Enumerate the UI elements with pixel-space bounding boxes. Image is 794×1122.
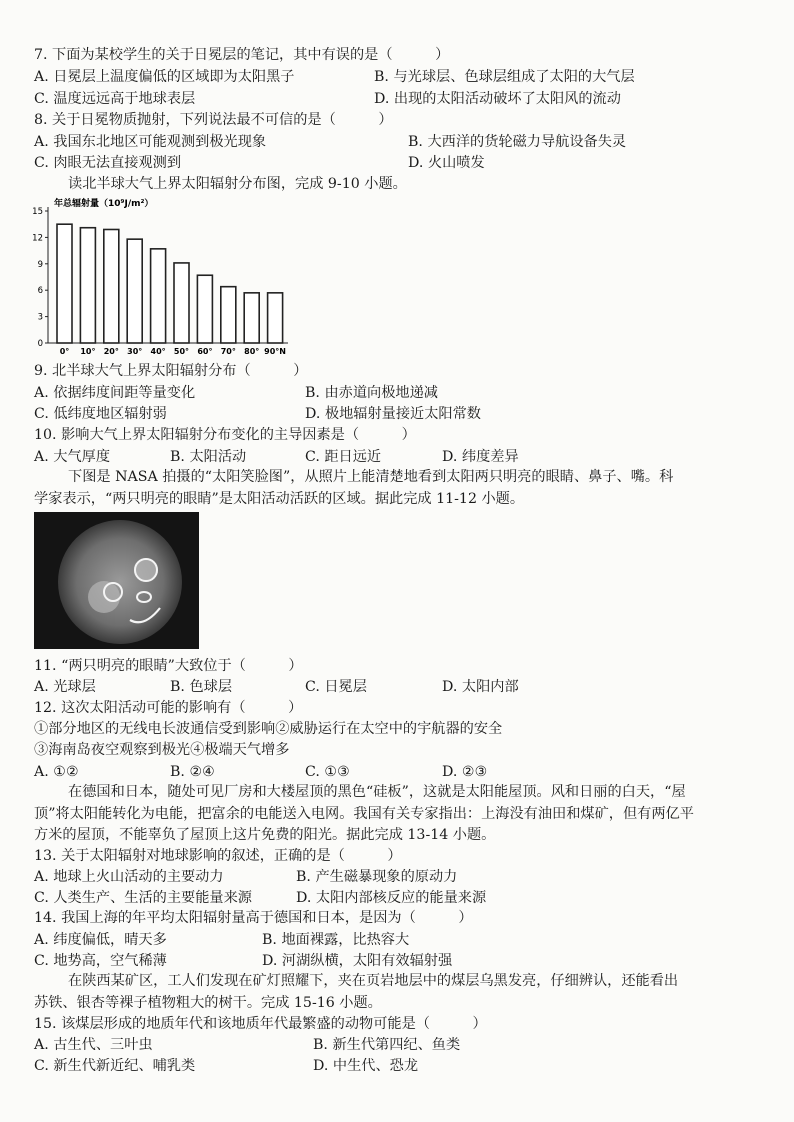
x-tick-label: 20° — [103, 347, 119, 356]
q13-option-a: A. 地球上火山活动的主要动力 — [34, 869, 224, 885]
q13-option-c: C. 人类生产、生活的主要能量来源 — [34, 890, 252, 906]
bar-5 — [174, 263, 189, 343]
q15-option-b: B. 新生代第四纪、鱼类 — [313, 1037, 461, 1053]
bar-4 — [151, 249, 166, 343]
q10-option-b: B. 太阳活动 — [170, 449, 247, 465]
chart-title: 年总辐射量（10⁹J/m²） — [54, 199, 154, 209]
q7-stem: 7. 下面为某校学生的关于日冕层的笔记，其中有误的是（ ） — [34, 47, 450, 63]
bar-6 — [197, 275, 212, 343]
x-tick-label: 0° — [59, 347, 70, 356]
q14-option-a: A. 纬度偏低，晴天多 — [34, 932, 167, 948]
q12-option-b: B. ②④ — [170, 764, 215, 780]
y-tick-label: 3 — [37, 312, 43, 323]
y-tick-label: 12 — [32, 233, 43, 244]
x-tick-label: 40° — [150, 347, 166, 356]
q12-stem: 12. 这次太阳活动可能的影响有（ ） — [34, 700, 303, 716]
x-tick-label: 60° — [197, 347, 213, 356]
q9-stem: 9. 北半球大气上界太阳辐射分布（ ） — [34, 363, 308, 379]
q12-option-a: A. ①② — [34, 764, 79, 780]
q11-option-c: C. 日冕层 — [305, 679, 367, 695]
bar-7 — [221, 287, 236, 343]
y-tick-label: 9 — [37, 259, 43, 270]
q15-option-c: C. 新生代新近纪、哺乳类 — [34, 1058, 196, 1074]
q7-option-c: C. 温度远远高于地球表层 — [34, 91, 196, 107]
q10-option-a: A. 大气厚度 — [34, 449, 111, 465]
q11-option-d: D. 太阳内部 — [442, 679, 519, 695]
q13-stem: 13. 关于太阳辐射对地球影响的叙述，正确的是（ ） — [34, 848, 402, 864]
q10-option-d: D. 纬度差异 — [442, 449, 519, 465]
q9-option-d: D. 极地辐射量接近太阳常数 — [305, 406, 481, 422]
q8-option-b: B. 大西洋的货轮磁力导航设备失灵 — [408, 134, 627, 150]
q7-option-d: D. 出现的太阳活动破坏了太阳风的流动 — [374, 91, 621, 107]
intro-11-12-line2: 学家表示，“两只明亮的眼睛”是太阳活动活跃的区域。据此完成 11-12 小题。 — [34, 491, 525, 507]
q12-statement-line2: ③海南岛夜空观察到极光④极端天气增多 — [34, 742, 290, 758]
bar-0 — [57, 224, 72, 343]
y-tick-label: 15 — [32, 207, 43, 217]
q8-option-d: D. 火山喷发 — [408, 155, 485, 171]
q11-option-b: B. 色球层 — [170, 679, 233, 695]
q13-option-d: D. 太阳内部核反应的能量来源 — [296, 890, 487, 906]
q8-option-c: C. 肉眼无法直接观测到 — [34, 155, 182, 171]
bar-3 — [127, 239, 142, 343]
intro-11-12-line1: 下图是 NASA 拍摄的“太阳笑脸图”，从照片上能清楚地看到太阳两只明亮的眼睛、鼻子、嘴。科 — [68, 469, 674, 485]
intro-9-10: 读北半球大气上界太阳辐射分布图，完成 9-10 小题。 — [68, 176, 407, 192]
q11-stem: 11. “两只明亮的眼睛”大致位于（ ） — [34, 658, 303, 674]
q10-stem: 10. 影响大气上界太阳辐射分布变化的主导因素是（ ） — [34, 427, 416, 443]
x-tick-label: 10° — [80, 347, 96, 356]
q12-option-d: D. ②③ — [442, 764, 488, 780]
y-tick-label: 6 — [37, 286, 43, 297]
q14-option-c: C. 地势高，空气稀薄 — [34, 953, 167, 969]
intro-15-16-line1: 在陕西某矿区，工人们发现在矿灯照耀下，夹在页岩地层中的煤层乌黑发亮，仔细辨认，还能看出 — [68, 973, 679, 989]
intro-13-14-line3: 方米的屋顶，不能辜负了屋顶上这片免费的阳光。据此完成 13-14 小题。 — [34, 827, 496, 843]
q12-statement-line1: ①部分地区的无线电长波通信受到影响②威胁运行在太空中的宇航器的安全 — [34, 721, 503, 737]
q15-option-a: A. 古生代、三叶虫 — [34, 1037, 153, 1053]
q15-stem: 15. 该煤层形成的地质年代和该地质年代最繁盛的动物可能是（ ） — [34, 1016, 487, 1032]
q13-option-b: B. 产生磁暴现象的原动力 — [296, 869, 458, 885]
x-tick-label: 80° — [244, 347, 260, 356]
sun-smiley-photo — [34, 512, 199, 649]
x-tick-label: 30° — [127, 347, 143, 356]
y-tick-label: 0 — [37, 339, 43, 349]
q9-option-a: A. 依据纬度间距等量变化 — [34, 385, 196, 401]
bar-9 — [268, 293, 283, 343]
intro-15-16-line2: 苏铁、银杏等裸子植物粗大的树干。完成 15-16 小题。 — [34, 995, 382, 1011]
q12-option-c: C. ①③ — [305, 764, 350, 780]
radiation-bar-chart — [26, 197, 296, 362]
q11-option-a: A. 光球层 — [34, 679, 96, 695]
q10-option-c: C. 距日远近 — [305, 449, 382, 465]
q14-option-d: D. 河湖纵横，太阳有效辐射强 — [262, 953, 453, 969]
q14-stem: 14. 我国上海的年平均太阳辐射量高于德国和日本，是因为（ ） — [34, 910, 473, 926]
x-tick-label: 50° — [173, 347, 190, 356]
q8-option-a: A. 我国东北地区可能观测到极光现象 — [34, 134, 267, 150]
bar-2 — [104, 229, 119, 343]
x-tick-label: 90°N — [264, 347, 287, 356]
q7-option-a: A. 日冕层上温度偏低的区域即为太阳黑子 — [34, 69, 295, 85]
intro-13-14-line1: 在德国和日本，随处可见厂房和大楼屋顶的黑色“硅板”，这就是太阳能屋顶。风和日丽的白天，“屋 — [68, 784, 686, 800]
q15-option-d: D. 中生代、恐龙 — [313, 1058, 419, 1074]
q14-option-b: B. 地面裸露，比热容大 — [262, 932, 410, 948]
q7-option-b: B. 与光球层、色球层组成了太阳的大气层 — [374, 69, 635, 85]
intro-13-14-line2: 顶”将太阳能转化为电能，把富余的电能送入电网。我国有关专家指出：上海没有油田和煤矿，但有两亿平 — [34, 806, 694, 822]
q9-option-c: C. 低纬度地区辐射弱 — [34, 406, 167, 422]
q8-stem: 8. 关于日冕物质抛射，下列说法最不可信的是（ ） — [34, 112, 393, 128]
bar-1 — [80, 228, 95, 343]
x-tick-label: 70° — [220, 347, 236, 356]
q9-option-b: B. 由赤道向极地递减 — [305, 385, 438, 401]
bar-8 — [244, 293, 259, 343]
